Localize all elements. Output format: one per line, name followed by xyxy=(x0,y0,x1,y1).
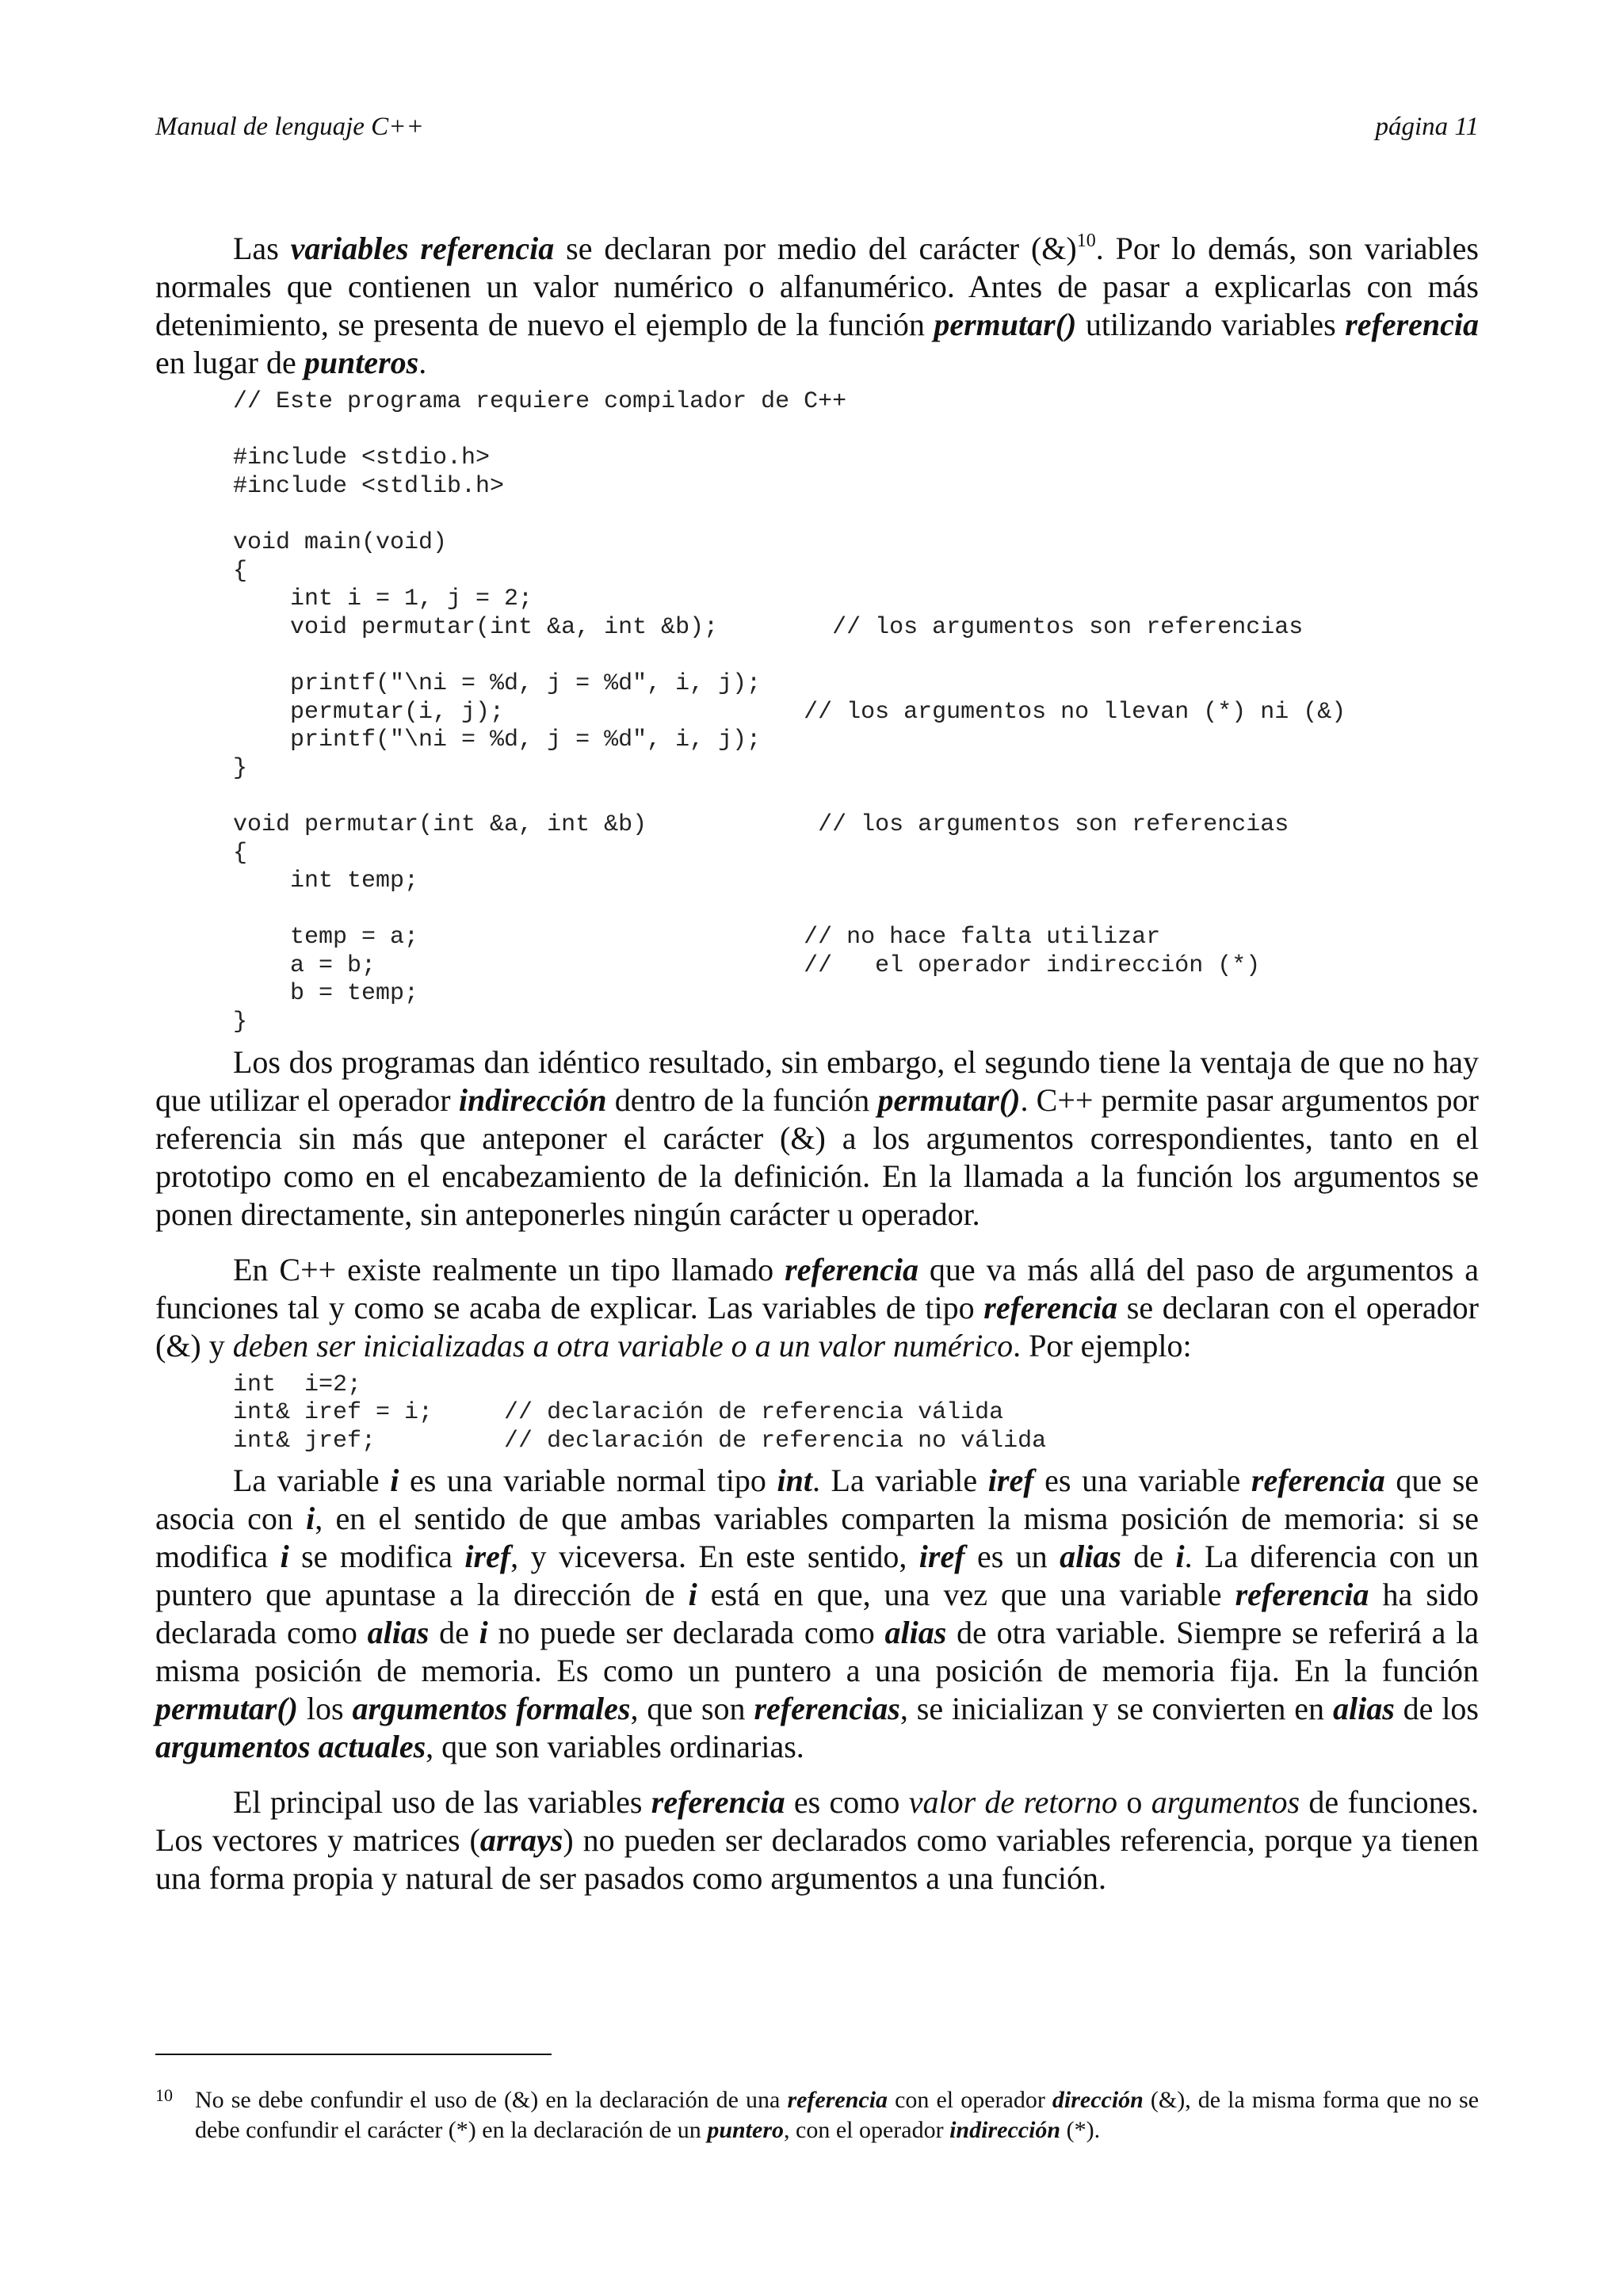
paragraph-3: En C++ existe realmente un tipo llamado referencia que va más allá del paso de argumentos a funciones tal y como se acaba de explicar. Las variables de tipo referencia se declaran con el operador (&) y deben ser inicializadas a otra variable o a un valor numérico. Por ejemplo: xyxy=(155,1251,1480,1363)
code-line: { xyxy=(233,557,248,585)
code-line xyxy=(233,642,1479,670)
code-line: int i=2; xyxy=(233,1371,362,1398)
document-body xyxy=(155,230,1479,1897)
code-line: // Este programa requiere compilador de C++ xyxy=(233,388,847,415)
code-line: b = temp; xyxy=(233,980,419,1008)
code-line: #include <stdlib.h> xyxy=(233,472,505,500)
code-line: int temp; xyxy=(233,868,419,895)
code-line xyxy=(233,783,1479,811)
code-line: #include <stdio.h> xyxy=(233,444,491,472)
page-header xyxy=(155,111,1479,143)
code-line: int& jref; // declaración de referencia no válida xyxy=(233,1427,1047,1455)
code-line xyxy=(233,501,1479,529)
code-line: a = b; // el operador indirección (*) xyxy=(233,952,1261,979)
code-line: void main(void) xyxy=(233,528,448,556)
code-line: void permutar(int &a, int &b); // los argumentos son referencias xyxy=(233,613,1304,641)
header-page-number: página 11 xyxy=(1375,113,1479,141)
paragraph-1: Las variables referencia se declaran por medio del carácter (&)$^{10}$. Por lo demás, son variables normales que contienen un valor numérico o alfanumérico. Antes de pasar a explicarlas con más detenimiento, se presenta de nuevo el ejemplo de la función permutar() utilizando variables referencia en lugar de punteros. xyxy=(155,231,1479,380)
header-title: Manual de lenguaje C++ xyxy=(155,113,424,141)
code-line xyxy=(233,896,1479,925)
paragraph-4: La variable i es una variable normal tipo int. La variable iref es una variable referencia que se asocia con i, en el sentido de que ambas variables comparten la misma posición de memoria: si se modifica i se modifica iref, y viceversa. En este sentido, iref es un alias de i. La diferencia con un puntero que apuntase a la dirección de i está en que, una vez que una variable referencia ha sido declarada como alias de i no puede ser declarada como alias de otra variable. Siempre se referirá a la misma posición de memoria. Es como un puntero a una posición de memoria fija. En la función permutar() los argumentos formales, que son referencias, se inicializan y se convierten en alias de los argumentos actuales, que son variables ordinarias. xyxy=(155,1463,1480,1765)
code-block-permutar xyxy=(155,388,1479,1037)
footnote-number: 10 xyxy=(155,2085,173,2105)
footnote-separator xyxy=(155,2054,552,2055)
code-line: { xyxy=(233,839,248,867)
code-line: printf("\ni = %d, j = %d", i, j); xyxy=(233,727,762,754)
paragraph-2: Los dos programas dan idéntico resultado, sin embargo, el segundo tiene la ventaja de que no hay que utilizar el operador indirección dentro de la función permutar(). C++ permite pasar argumentos por referencia sin más que anteponer el carácter (&) a los argumentos correspondientes, tanto en el prototipo como en el encabezamiento de la definición. En la llamada a la función los argumentos se ponen directamente, sin anteponerles ningún carácter u operador. xyxy=(155,1043,1480,1232)
footnote-ref: 10 xyxy=(1076,231,1096,251)
code-line: } xyxy=(233,1009,248,1036)
code-line: int i = 1, j = 2; xyxy=(233,585,533,613)
code-line: printf("\ni = %d, j = %d", i, j); xyxy=(233,669,762,697)
paragraph-5: El principal uso de las variables referencia es como valor de retorno o argumentos de funciones. Los vectores y matrices (arrays) no pueden ser declarados como variables referencia, porque ya tienen una forma propia y natural de ser pasados como argumentos a una función. xyxy=(155,1784,1480,1897)
code-line: int& iref = i; // declaración de referencia válida xyxy=(233,1399,1004,1427)
footnote-text: No se debe confundir el uso de (&) en la declaración de una referencia con el operador dirección (&), de la misma forma que no se debe confundir el carácter (*) en la declaración de un puntero, con el operador indirección (*). xyxy=(195,2087,1480,2143)
code-line: permutar(i, j); // los argumentos no llevan (*) ni (&) xyxy=(233,698,1346,726)
code-line: void permutar(int &a, int &b) // los argumentos son referencias xyxy=(233,810,1289,838)
code-line xyxy=(233,417,1479,445)
code-line: } xyxy=(233,754,248,782)
code-block-referencias xyxy=(155,1371,1479,1456)
code-line: temp = a; // no hace falta utilizar xyxy=(233,924,1161,952)
footnote xyxy=(155,2085,1479,2145)
